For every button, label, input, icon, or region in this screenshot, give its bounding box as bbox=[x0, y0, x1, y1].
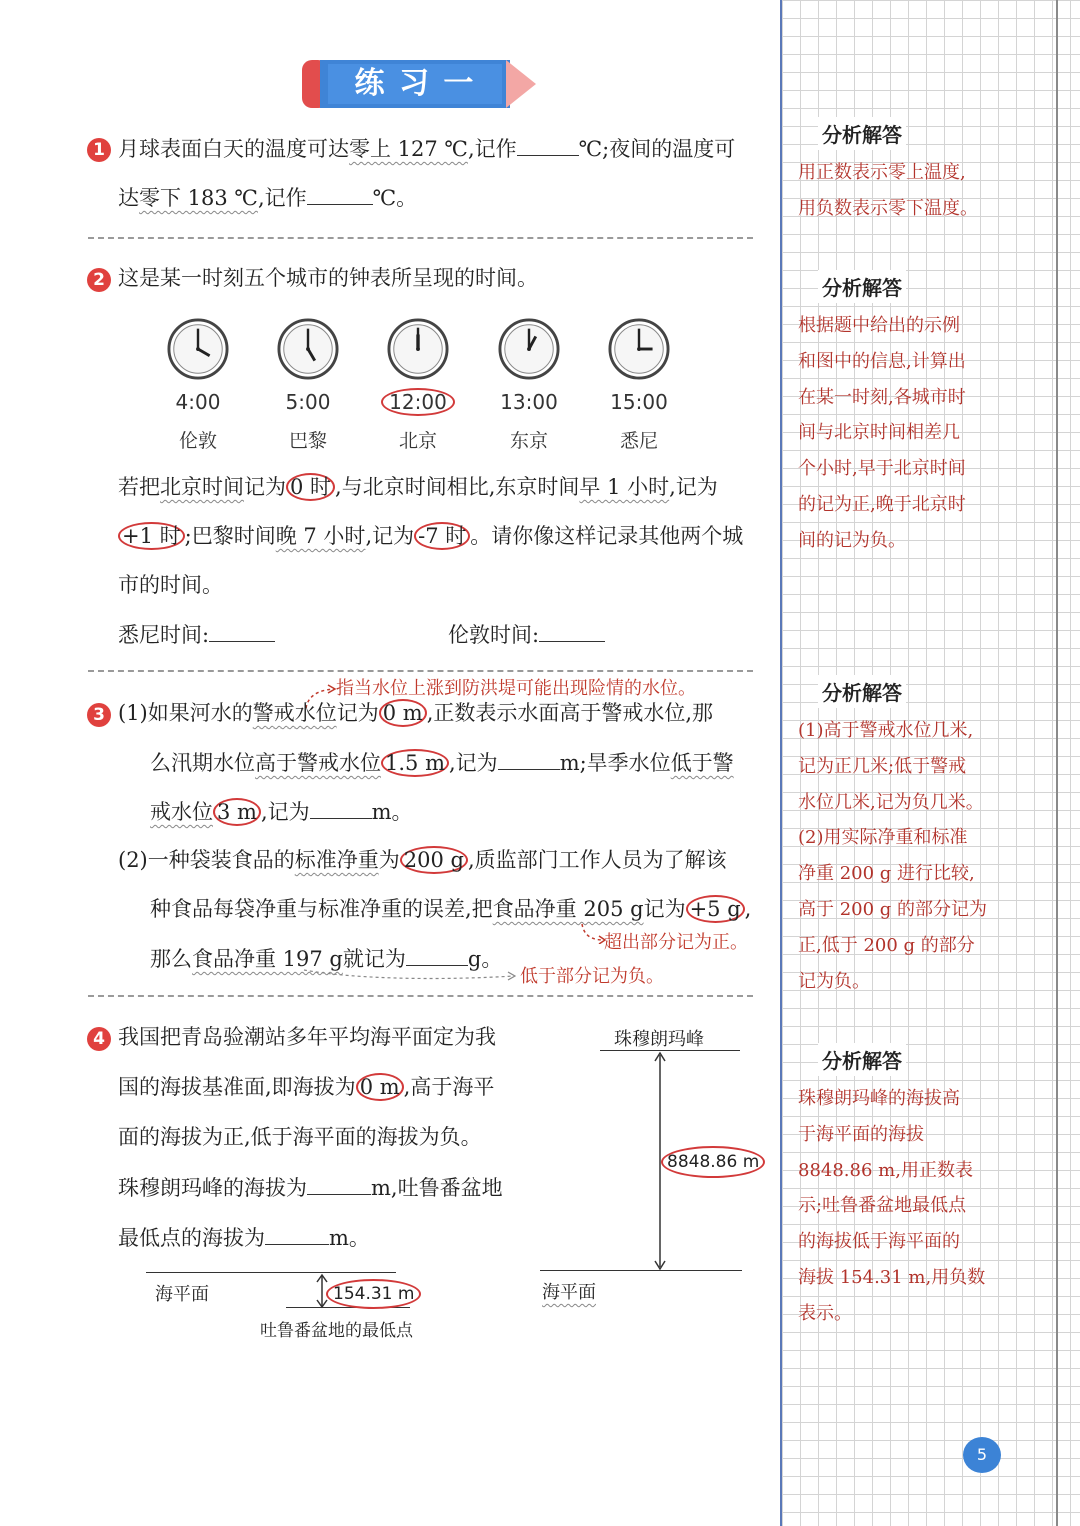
divider bbox=[88, 237, 753, 239]
q1-text: 达 bbox=[118, 186, 139, 210]
circled-value: 3 m bbox=[213, 798, 261, 826]
q3-text: ,记为 bbox=[449, 751, 498, 775]
city-name: 巴黎 bbox=[288, 430, 327, 452]
q1-text: ℃;夜间的温度可 bbox=[578, 137, 736, 161]
clock-sydney bbox=[608, 318, 670, 380]
q4-text: ,高于海平 bbox=[403, 1075, 495, 1099]
analysis-title: 分析解答 bbox=[818, 1043, 906, 1076]
london-answer-blank[interactable] bbox=[539, 619, 605, 642]
circled-value: 0 时 bbox=[286, 473, 335, 501]
q4-text: 最低点的海拔为 bbox=[118, 1226, 265, 1250]
q3-highlight: 高于警戒水位 bbox=[255, 751, 381, 775]
q4-text: m。 bbox=[329, 1226, 370, 1250]
clock-paris bbox=[277, 318, 339, 380]
analysis-text: (1)高于警戒水位几米, 记为正几米;低于警戒 水位几米,记为负几米。 (2)用实际净重和标准 净重 200 g 进行比较, 高于 200 g 的部分记为 正,低于 200 g 的部分 记为负。 bbox=[798, 720, 988, 992]
everest-top-line bbox=[600, 1050, 740, 1051]
circled-value: +1 时 bbox=[118, 522, 185, 550]
clock-time-label: 5:00 bbox=[285, 390, 331, 414]
q3-text: ,记为 bbox=[260, 800, 310, 824]
analysis-title: 分析解答 bbox=[818, 117, 906, 150]
q3-text: (1)如果河水的 bbox=[118, 701, 253, 725]
q2-text: 。请你像这样记录其他两个城 bbox=[470, 524, 744, 548]
q2-paragraph-line-3: 市的时间。 bbox=[118, 573, 223, 597]
page-number: 5 bbox=[963, 1437, 1001, 1473]
q3-text: g。 bbox=[467, 947, 503, 971]
q4-text: 珠穆朗玛峰的海拔为 bbox=[118, 1176, 307, 1200]
question-number-1: 1 bbox=[87, 138, 111, 162]
clock-time-label: 15:00 bbox=[610, 390, 668, 414]
q3-line-3 bbox=[150, 796, 413, 827]
q2-text: 若把 bbox=[118, 475, 160, 499]
everest-label: 珠穆朗玛峰 bbox=[614, 1029, 704, 1050]
analysis-text: 用正数表示零上温度, 用负数表示零下温度。 bbox=[798, 162, 978, 219]
q2-highlight: 北京时间 bbox=[160, 475, 244, 499]
q4-line-4 bbox=[118, 1172, 503, 1203]
q4-line-1: 我国把青岛验潮站多年平均海平面定为我 bbox=[118, 1025, 496, 1049]
q3-text: 种食品每袋净重与标准净重的误差,把 bbox=[150, 897, 493, 921]
q2-paragraph-line-2 bbox=[118, 521, 743, 551]
circled-value: -7 时 bbox=[414, 522, 470, 550]
q4-answer-blank-2[interactable] bbox=[265, 1222, 329, 1245]
handwritten-note: 超出部分记为正。 bbox=[604, 932, 748, 953]
city-name: 北京 bbox=[398, 430, 437, 452]
q2-intro: 这是某一时刻五个城市的钟表所呈现的时间。 bbox=[118, 266, 538, 290]
question-number-3: 3 bbox=[87, 703, 111, 727]
q3-highlight: 低于警 bbox=[670, 751, 734, 775]
clock-time-label: 13:00 bbox=[500, 390, 558, 414]
q3-text: 记为 bbox=[643, 897, 686, 921]
turpan-depth-value: 154.31 m bbox=[326, 1279, 421, 1309]
q1-highlight: 零下 183 ℃ bbox=[139, 186, 258, 210]
q4-line-5 bbox=[118, 1222, 370, 1253]
clock-time-label bbox=[368, 390, 468, 414]
clock-beijing bbox=[387, 318, 449, 380]
q2-highlight: 早 1 小时 bbox=[579, 475, 670, 499]
circled-value: 200 g bbox=[400, 846, 468, 874]
q1-highlight: 零上 127 ℃ bbox=[349, 137, 468, 161]
q3-text: 记为 bbox=[336, 701, 379, 725]
q2-text: ,记为 bbox=[365, 524, 415, 548]
q3-text: 那么 bbox=[150, 947, 192, 971]
sydney-answer-blank[interactable] bbox=[209, 619, 275, 642]
circled-value: 1.5 m bbox=[381, 749, 449, 777]
q3-highlight: 警戒水位 bbox=[252, 701, 337, 725]
sea-level-label-right: 海平面 bbox=[542, 1282, 596, 1303]
q3-line-1 bbox=[118, 698, 713, 728]
circled-value: 0 m bbox=[379, 699, 427, 727]
handwritten-note: 指当水位上涨到防洪堤可能出现险情的水位。 bbox=[336, 678, 696, 699]
divider bbox=[88, 670, 753, 672]
city-name: 东京 bbox=[509, 430, 548, 452]
q3-answer-blank-3[interactable] bbox=[406, 943, 468, 966]
q2-london-answer bbox=[448, 619, 605, 650]
q1-text: ,记作 bbox=[467, 137, 517, 161]
q3-text: 就记为 bbox=[342, 947, 406, 971]
q3-answer-blank-1[interactable] bbox=[498, 747, 560, 770]
circled-value: +5 g bbox=[686, 895, 745, 923]
divider bbox=[88, 995, 753, 997]
q2-highlight: 晚 7 小时 bbox=[275, 524, 366, 548]
clock-tokyo bbox=[498, 318, 560, 380]
q3-text: 为 bbox=[378, 848, 400, 872]
circled-value: 0 m bbox=[356, 1073, 404, 1101]
q3-text: ,正数表示水面高于警戒水位,那 bbox=[426, 701, 714, 725]
q3-highlight: 食品净重 197 g bbox=[192, 947, 343, 971]
note-arrow-under bbox=[300, 966, 522, 982]
question-number-4: 4 bbox=[87, 1027, 111, 1051]
q3-text: 么汛期水位 bbox=[150, 751, 255, 775]
q3-highlight: 食品净重 205 g bbox=[492, 897, 644, 921]
q1-answer-blank-1[interactable] bbox=[517, 133, 579, 156]
sidebar-edge bbox=[1056, 0, 1058, 1526]
q1-line-1 bbox=[118, 133, 735, 164]
q3-highlight: 戒水位 bbox=[150, 800, 213, 824]
sydney-label: 悉尼时间: bbox=[118, 623, 210, 647]
q3-text: , bbox=[744, 897, 752, 921]
turpan-label: 吐鲁番盆地的最低点 bbox=[260, 1321, 413, 1341]
q2-text: 记为 bbox=[244, 475, 286, 499]
q2-text: ,与北京时间相比,东京时间 bbox=[335, 475, 580, 499]
analysis-text: 珠穆朗玛峰的海拔高 于海平面的海拔 8848.86 m,用正数表 示;吐鲁番盆地最低点 的海拔低于海平面的 海拔 154.31 m,用负数 表示。 bbox=[798, 1088, 986, 1324]
city-name: 伦敦 bbox=[178, 430, 217, 452]
q3-text: m;旱季水位 bbox=[559, 751, 671, 775]
q4-text: 国的海拔基准面,即海拔为 bbox=[118, 1075, 356, 1099]
analysis-title: 分析解答 bbox=[818, 675, 906, 708]
clock-time-label: 4:00 bbox=[175, 390, 221, 414]
circled-time: 12:00 bbox=[381, 388, 455, 416]
q2-paragraph-line-1 bbox=[118, 472, 718, 502]
q3-line-5 bbox=[150, 894, 751, 924]
handwritten-note: 低于部分记为负。 bbox=[520, 966, 664, 987]
city-name: 悉尼 bbox=[619, 430, 658, 452]
clock-london bbox=[167, 318, 229, 380]
q3-text: m。 bbox=[371, 800, 413, 824]
q1-answer-blank-2[interactable] bbox=[307, 182, 373, 205]
q1-text: ,记作 bbox=[257, 186, 307, 210]
everest-height-value: 8848.86 m bbox=[661, 1146, 765, 1178]
q4-line-2 bbox=[118, 1072, 494, 1102]
sea-level-line-left bbox=[146, 1272, 396, 1273]
analysis-title: 分析解答 bbox=[818, 270, 906, 303]
q4-text: m,吐鲁番盆地 bbox=[371, 1176, 503, 1200]
analysis-text: 根据题中给出的示例 和图中的信息,计算出 在某一时刻,各城市时 间与北京时间相差几 个小时,早于北京时间 的记为正,晚于北京时 间的记为负。 bbox=[798, 315, 966, 551]
sea-level-label-left: 海平面 bbox=[155, 1284, 209, 1305]
q3-line-2 bbox=[150, 747, 734, 778]
q3-answer-blank-2[interactable] bbox=[310, 796, 372, 819]
q2-sydney-answer bbox=[118, 619, 275, 650]
london-label: 伦敦时间: bbox=[448, 623, 540, 647]
page-title: 练 习 一 bbox=[354, 66, 476, 101]
q1-line-2 bbox=[118, 182, 417, 213]
q3-text: (2)一种袋装食品的 bbox=[118, 848, 295, 872]
q1-text: 月球表面白天的温度可达 bbox=[118, 137, 349, 161]
sea-level-line-right bbox=[540, 1270, 742, 1271]
q4-line-3: 面的海拔为正,低于海平面的海拔为负。 bbox=[118, 1125, 482, 1149]
q3-text: ,质监部门工作人员为了解该 bbox=[467, 848, 727, 872]
q4-answer-blank-1[interactable] bbox=[307, 1172, 371, 1195]
q2-text: ,记为 bbox=[669, 475, 718, 499]
q2-text: ;巴黎时间 bbox=[184, 524, 276, 548]
question-number-2: 2 bbox=[87, 268, 111, 292]
q3-line-4 bbox=[118, 845, 727, 875]
q1-text: ℃。 bbox=[372, 186, 418, 210]
q3-highlight: 标准净重 bbox=[294, 848, 379, 872]
